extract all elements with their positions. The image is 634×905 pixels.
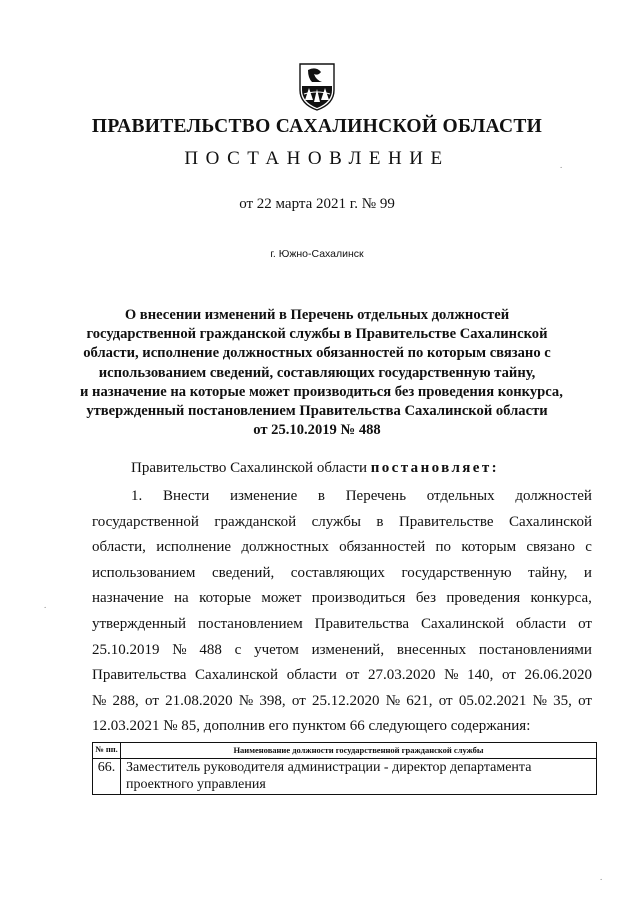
- coat-of-arms-emblem: [294, 60, 340, 112]
- body-word: Сахалинской: [195, 667, 279, 684]
- intro-verb: постановляет:: [370, 460, 500, 476]
- body-word: области: [515, 615, 567, 632]
- body-word: Правительства: [92, 667, 187, 684]
- body-word: назначение: [92, 590, 164, 607]
- body-word: от: [501, 667, 516, 684]
- body-word: области,: [92, 539, 146, 556]
- body-word: в: [317, 488, 326, 504]
- body-word: должностных: [241, 539, 329, 556]
- scan-dot: .: [600, 872, 603, 882]
- intro-text: Правительство Сахалинской области: [131, 460, 371, 476]
- body-word: может: [261, 590, 302, 607]
- body-word: составляющих: [290, 564, 385, 581]
- body-word: отдельных: [426, 488, 495, 504]
- heading-line: государственной гражданской службы в Правительстве Сахалинской: [86, 326, 548, 343]
- body-word: проведения: [446, 590, 521, 607]
- body-word: исполнение: [156, 539, 232, 556]
- column-header-number: № пп.: [93, 743, 121, 759]
- body-line: [92, 612, 592, 638]
- body-line: [92, 535, 592, 561]
- city-name: г. Южно-Сахалинск: [270, 248, 364, 260]
- body-word: №: [444, 667, 459, 684]
- body-word: которые: [199, 590, 251, 607]
- body-line: [92, 586, 592, 612]
- document-heading: [80, 306, 563, 440]
- body-word: 12.03.2021 № 85, дополнив его пунктом 66 следующего содержания:: [92, 718, 531, 735]
- body-word: с: [234, 641, 242, 658]
- body-word: 25.12.2020: [311, 692, 380, 709]
- body-word: 398,: [259, 692, 286, 709]
- body-line: [92, 714, 592, 740]
- heading-line: от 25.10.2019 № 488: [253, 422, 381, 439]
- document-date-number: от 22 марта 2021 г. № 99: [239, 196, 395, 212]
- body-word: в: [376, 513, 384, 530]
- body-word: Сахалинской: [421, 615, 505, 632]
- body-word: без: [415, 590, 437, 607]
- column-header-position: Наименование должности государственной гражданской службы: [121, 743, 597, 759]
- body-word: учетом: [254, 641, 299, 658]
- body-word: 27.03.2020: [368, 667, 436, 684]
- body-word: Сахалинской: [508, 513, 592, 530]
- body-line: [92, 484, 592, 510]
- body-word: от: [145, 692, 159, 709]
- body-word: изменений,: [311, 641, 385, 658]
- heading-line: использованием сведений, составляющих государственную тайну,: [98, 364, 536, 381]
- body-word: Перечень: [345, 488, 407, 504]
- body-word: от: [578, 615, 592, 632]
- body-word: которым: [461, 539, 517, 556]
- heading-line: утвержденный постановлением Правительства Сахалинской области: [86, 403, 548, 420]
- body-word: №: [238, 692, 254, 709]
- body-word: гражданской: [214, 513, 297, 530]
- body-word: государственной: [92, 513, 199, 530]
- body-word: постановлениями: [478, 641, 592, 658]
- table-header-row: [93, 743, 597, 759]
- body-word: постановлением: [197, 615, 303, 632]
- body-line: [92, 663, 592, 689]
- body-word: от: [291, 692, 306, 709]
- body-word: 21.08.2020: [165, 692, 233, 709]
- body-word: 26.06.2020: [524, 667, 592, 684]
- body-word: 25.10.2019: [92, 641, 160, 658]
- body-word: 35,: [553, 692, 572, 709]
- body-word: с: [585, 539, 592, 556]
- document-type: ПОСТАНОВЛЕНИЕ: [184, 148, 450, 169]
- body-word: от: [578, 692, 592, 709]
- body-word: Правительстве: [398, 513, 494, 530]
- body-word: Внести: [162, 488, 210, 504]
- body-word: 288,: [112, 692, 139, 709]
- body-paragraph: [92, 484, 592, 740]
- heading-line: О внесении изменений в Перечень отдельных должностей: [124, 307, 510, 323]
- body-word: 140,: [467, 667, 494, 684]
- heading-line: области, исполнение должностных обязанностей по которым связано с: [83, 345, 551, 362]
- body-word: тайну,: [528, 564, 568, 581]
- body-word: внесенных: [396, 641, 467, 658]
- body-word: №: [532, 692, 547, 709]
- scan-dot: .: [560, 160, 563, 170]
- body-word: должностей: [515, 488, 592, 504]
- body-word: по: [435, 539, 452, 556]
- body-word: области: [286, 667, 337, 684]
- body-word: обязанностей: [339, 539, 426, 556]
- body-word: от: [438, 692, 453, 709]
- body-word: Правительства: [314, 615, 410, 632]
- body-word: государственную: [401, 564, 512, 581]
- body-word: 1.: [131, 488, 143, 504]
- scan-dot: .: [44, 600, 47, 610]
- intro-paragraph: [131, 460, 499, 477]
- body-word: изменение: [229, 488, 298, 504]
- body-word: службы: [311, 513, 361, 530]
- body-word: №: [385, 692, 401, 709]
- body-word: сведений,: [212, 564, 275, 581]
- government-title: ПРАВИТЕЛЬСТВО САХАЛИНСКОЙ ОБЛАСТИ: [91, 116, 543, 137]
- body-word: от: [345, 667, 360, 684]
- body-line: [92, 638, 592, 664]
- body-word: конкурса,: [530, 590, 592, 607]
- body-word: производиться: [311, 590, 406, 607]
- body-word: использованием: [92, 564, 196, 581]
- body-word: и: [583, 564, 592, 581]
- body-word: на: [174, 590, 189, 607]
- body-line: [92, 689, 592, 715]
- body-word: 05.02.2021: [458, 692, 527, 709]
- body-word: утвержденный: [92, 615, 187, 632]
- body-word: №: [92, 692, 107, 709]
- body-word: 621,: [406, 692, 433, 709]
- body-line: [92, 510, 592, 536]
- body-word: №: [172, 641, 187, 658]
- body-word: связано: [526, 539, 575, 556]
- heading-line: и назначение на которые может производиться без проведения конкурса,: [80, 383, 563, 400]
- row-number: 66.: [93, 759, 121, 795]
- position-name: Заместитель руководителя администрации - директор департамента проектного управления: [121, 759, 597, 795]
- body-word: 488: [199, 641, 222, 658]
- body-line: [92, 561, 592, 587]
- table-row: [93, 759, 597, 795]
- positions-table: [92, 742, 597, 795]
